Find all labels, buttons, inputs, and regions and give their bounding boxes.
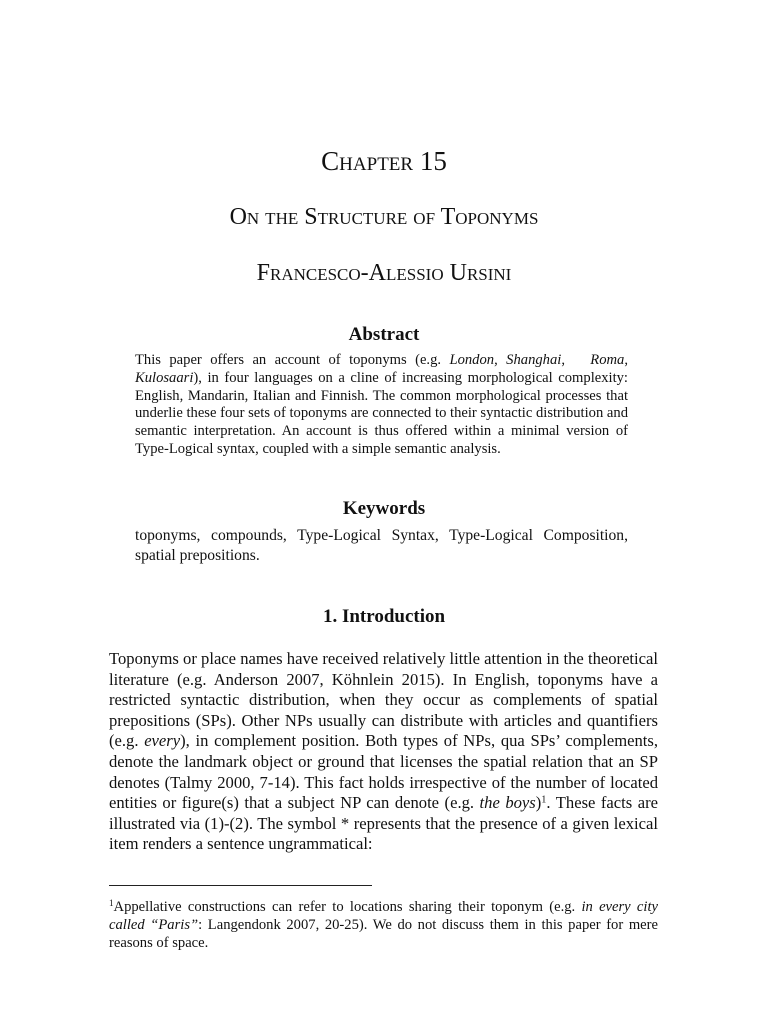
- body-text: ), in complement position. Both types of NPs, qua SPs’ complements, denote the landmark object or ground that licenses the spatial relation that an SP denotes (Talmy 2000, 7-14). This fact holds irrespective of the number of located entities or figure(s) that a subject NP can denote (e.g.: [109, 731, 658, 813]
- chapter-title: On the Structure of Toponyms: [229, 204, 539, 230]
- keywords-heading: Keywords: [342, 498, 426, 519]
- footnote: [109, 898, 658, 952]
- example-roma: Roma: [590, 352, 625, 368]
- footnote-text: : Langendonk 2007, 20-25). We do not discuss them in this paper for mere reasons of space.: [109, 917, 658, 951]
- chapter-label: Chapter 15: [321, 146, 447, 176]
- abstract-paragraph: [135, 352, 628, 459]
- author-name: Francesco-Alessio Ursini: [256, 260, 512, 286]
- abstract-heading: Abstract: [348, 324, 420, 345]
- abstract-text: This paper offers an account of toponyms (e.g.: [135, 352, 450, 368]
- separator: ,: [624, 352, 629, 368]
- footnote-text: Appellative constructions can refer to locations sharing their toponym (e.g.: [113, 899, 582, 915]
- example-the-boys: the boys: [479, 793, 536, 813]
- footnote-marker: 1: [109, 898, 114, 909]
- abstract-text: ), in four languages on a cline of increasing morphological complexity: English, Mandarin, Italian and Finnish. The common morphological processes that underlie these four sets of toponyms are connected to their syntactic distribution and semantic interpretation. An account is thus offered within a minimal version of Type-Logical syntax, coupled with a simple semantic analysis.: [135, 369, 628, 457]
- separator: ,: [561, 352, 591, 368]
- introduction-paragraph: [109, 649, 658, 855]
- keywords-list: toponyms, compounds, Type-Logical Syntax, Type-Logical Composition, spatial prepositions.: [135, 527, 628, 564]
- section-heading-introduction: 1. Introduction: [322, 606, 446, 627]
- example-kulosaari: Kulosaari: [135, 369, 194, 386]
- footnote-divider: [109, 885, 372, 886]
- body-text: . These facts are illustrated via (1)-(2). The symbol * represents that the presence of a given lexical item renders a sentence ungrammatical:: [109, 793, 658, 854]
- example-shanghai: Shanghai: [506, 352, 562, 368]
- example-london: London: [449, 352, 495, 368]
- example-every: every: [144, 731, 181, 751]
- body-text: Toponyms or place names have received relatively little attention in the theoretical literature (e.g. Anderson 2007, Köhnlein 2015). In English, toponyms have a restricted syntactic distribution, when they occur as complements of spatial prepositions (SPs). Other NPs usually can distribute with articles and quantifiers (e.g.: [109, 649, 658, 751]
- separator: ,: [494, 352, 507, 368]
- footnote-example: in every city called “Paris”: [109, 899, 658, 933]
- footnote-reference[interactable]: 1: [541, 794, 547, 806]
- body-text: ): [535, 793, 542, 813]
